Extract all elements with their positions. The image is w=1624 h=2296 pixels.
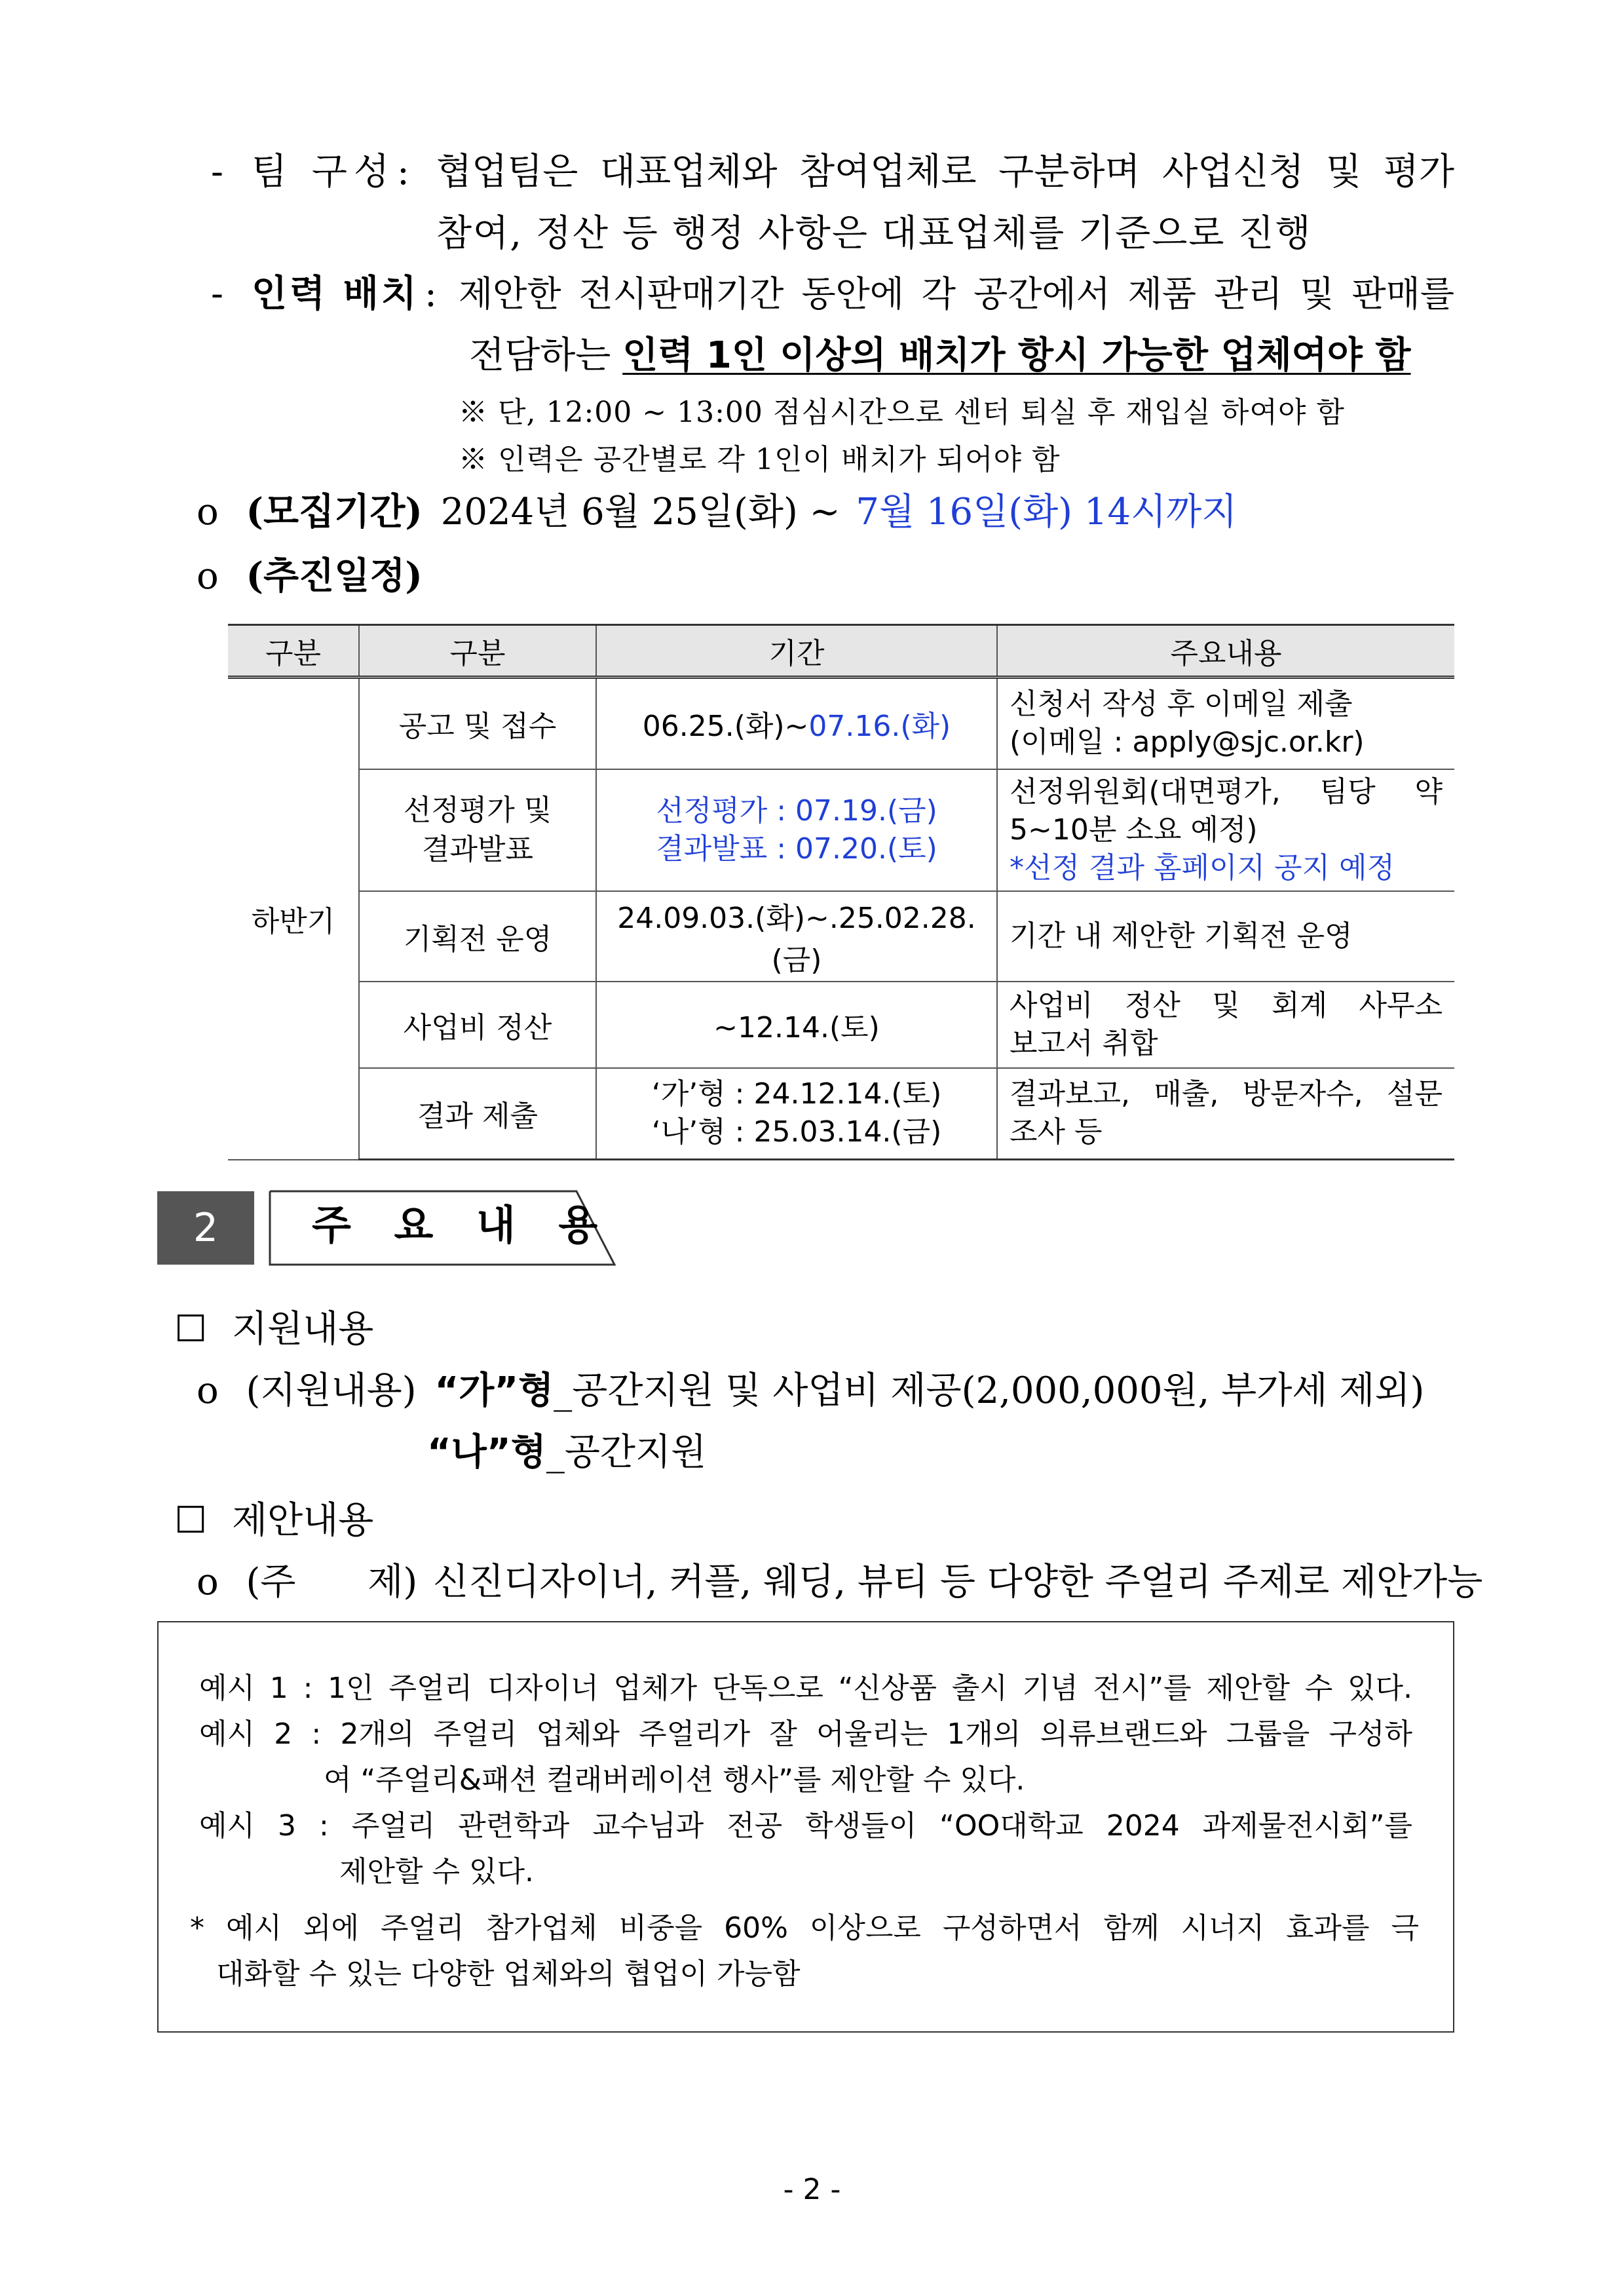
date-line: ‘가’형 : 24.12.14.(토) (651, 1077, 942, 1111)
support-type-a-desc: _공간지원 및 사업비 제공(2,000,000원, 부가세 제외) (554, 1369, 1425, 1412)
schedule-label: (추진일정) (246, 554, 423, 598)
date-cell (596, 1068, 997, 1160)
support-type-a: “가”형 (434, 1369, 554, 1412)
staff-desc-plain: 전담하는 (469, 334, 623, 377)
item-line: 선정평가 및 (403, 793, 552, 827)
proposal-text: 신진디자이너, 커플, 웨딩, 뷰티 등 다양한 주얼리 주제로 제안가능 (433, 1561, 1483, 1603)
section-title-box (269, 1187, 617, 1269)
examples-note-line1: * 예시 외에 주얼리 참가업체 비중을 60% 이상으로 구성하면서 함께 시너지 효과를 극 (190, 1911, 1419, 1945)
proposal-heading-text: 제안내용 (232, 1499, 374, 1542)
content-line: (이메일 : apply@sjc.or.kr) (1010, 725, 1365, 759)
team-label: 팀 구성 (252, 151, 396, 193)
content-cell (997, 982, 1454, 1068)
example-3-line1: 예시 3 : 주얼리 관련학과 교수님과 전공 학생들이 “OO대학교 2024 과제물전시회”를 (199, 1809, 1412, 1843)
support-type-b: “나”형 (427, 1431, 546, 1474)
table-row (228, 982, 1454, 1068)
support-bullet: o (197, 1369, 219, 1412)
support-line-a (197, 1368, 1424, 1414)
staff-desc-emphasis: 인력 1인 이상의 배치가 항시 가능한 업체여야 함 (622, 334, 1411, 377)
content-line: 사업비 정산 및 회계 사무소 (1010, 988, 1443, 1022)
staff-note-2: ※ 인력은 공간별로 각 1인이 배치가 되어야 함 (459, 443, 1061, 476)
item-cell: 결과 제출 (359, 1068, 596, 1160)
item-cell (359, 769, 596, 891)
staff-note-1: ※ 단, 12:00 ~ 13:00 점심시간으로 센터 퇴실 후 재입실 하여야 함 (459, 396, 1345, 429)
staff-colon: : (425, 273, 437, 315)
staff-desc-line2 (469, 333, 1410, 379)
team-desc-line2: 참여, 정산 등 행정 사항은 대표업체를 기준으로 진행 (436, 212, 1312, 255)
support-heading (174, 1307, 373, 1352)
support-line-b (427, 1430, 706, 1476)
table-header-cell: 기간 (596, 625, 997, 678)
date-line: 선정평가 : 07.19.(금) (656, 794, 937, 828)
schedule-bullet: o (197, 555, 219, 598)
date-cell (596, 678, 997, 769)
date-cell (596, 769, 997, 891)
date-line: 결과발표 : 07.20.(토) (656, 832, 937, 866)
proposal-heading (174, 1498, 373, 1544)
item-line: 결과발표 (421, 832, 533, 866)
support-checkbox-icon: ☐ (174, 1308, 208, 1350)
content-cell (997, 1068, 1454, 1160)
team-bullet: - (211, 151, 223, 193)
table-header-cell: 구분 (228, 625, 359, 678)
example-3-line2: 제안할 수 있다. (339, 1855, 534, 1888)
support-label: (지원내용) (246, 1369, 417, 1412)
content-cell (997, 678, 1454, 769)
content-line: 보고서 취합 (1010, 1026, 1158, 1060)
support-type-b-desc: _공간지원 (546, 1431, 707, 1474)
recruit-line (197, 489, 1237, 535)
period-cell: 하반기 (228, 678, 359, 1160)
content-line: 신청서 작성 후 이메일 제출 (1010, 687, 1353, 721)
table-row (228, 769, 1454, 891)
proposal-bullet: o (197, 1561, 219, 1603)
item-cell: 기획전 운영 (359, 891, 596, 982)
item-cell: 사업비 정산 (359, 982, 596, 1068)
date-text: 06.25.(화)~ (642, 710, 809, 744)
table-header-cell: 구분 (359, 625, 596, 678)
date-cell: 24.09.03.(화)~.25.02.28.(금) (596, 891, 997, 982)
table-row (228, 891, 1454, 982)
content-line: 결과보고, 매출, 방문자수, 설문 (1010, 1077, 1443, 1111)
example-2-line1: 예시 2 : 2개의 주얼리 업체와 주얼리가 잘 어울리는 1개의 의류브랜드와 그룹을 구성하 (199, 1717, 1412, 1751)
examples-note-line2: 대화할 수 있는 다양한 업체와의 협업이 가능함 (216, 1957, 801, 1991)
date-line: ‘나’형 : 25.03.14.(금) (651, 1115, 942, 1149)
section-title: 주 요 내 용 (312, 1201, 613, 1249)
schedule-table (228, 624, 1454, 1160)
content-cell: 기간 내 제안한 기획전 운영 (997, 891, 1454, 982)
support-heading-text: 지원내용 (232, 1308, 374, 1350)
table-header-cell: 주요내용 (997, 625, 1454, 678)
staff-bullet: - (211, 273, 223, 315)
proposal-label-open: (주 (246, 1561, 296, 1603)
team-colon: : (397, 151, 409, 193)
schedule-heading (197, 553, 423, 600)
date-text-blue: 07.16.(화) (808, 710, 951, 744)
page-number: - 2 - (783, 2173, 841, 2206)
content-line: *선정 결과 홈페이지 공지 예정 (1010, 851, 1395, 885)
content-line: 5~10분 소요 예정) (1010, 813, 1258, 847)
proposal-label-close: 제) (368, 1561, 418, 1603)
team-desc-line1: 협업팀은 대표업체와 참여업체로 구분하며 사업신청 및 평가 (436, 151, 1454, 193)
table-row (228, 1068, 1454, 1160)
staff-label: 인력 배치 (252, 273, 419, 315)
content-line: 선정위원회(대면평가, 팀당 약 (1010, 775, 1443, 809)
proposal-checkbox-icon: ☐ (174, 1499, 208, 1542)
content-cell (997, 769, 1454, 891)
recruit-start: 2024년 6월 25일(화) ~ (440, 491, 840, 533)
recruit-label: (모집기간) (246, 490, 423, 533)
table-row (228, 678, 1454, 769)
recruit-bullet: o (197, 491, 219, 533)
recruit-end: 7월 16일(화) 14시까지 (856, 491, 1237, 533)
staff-desc-line1: 제안한 전시판매기간 동안에 각 공간에서 제품 관리 및 판매를 (459, 273, 1454, 315)
table-header-row (228, 625, 1454, 678)
item-cell: 공고 및 접수 (359, 678, 596, 769)
example-2-line2: 여 “주얼리&패션 컬래버레이션 행사”를 제안할 수 있다. (324, 1763, 1025, 1797)
date-cell: ~12.14.(토) (596, 982, 997, 1068)
content-line: 조사 등 (1010, 1115, 1103, 1149)
example-1: 예시 1 : 1인 주얼리 디자이너 업체가 단독으로 “신상품 출시 기념 전시”를 제안할 수 있다. (199, 1672, 1412, 1705)
section-number: 2 (157, 1191, 254, 1265)
proposal-line (197, 1559, 1482, 1605)
